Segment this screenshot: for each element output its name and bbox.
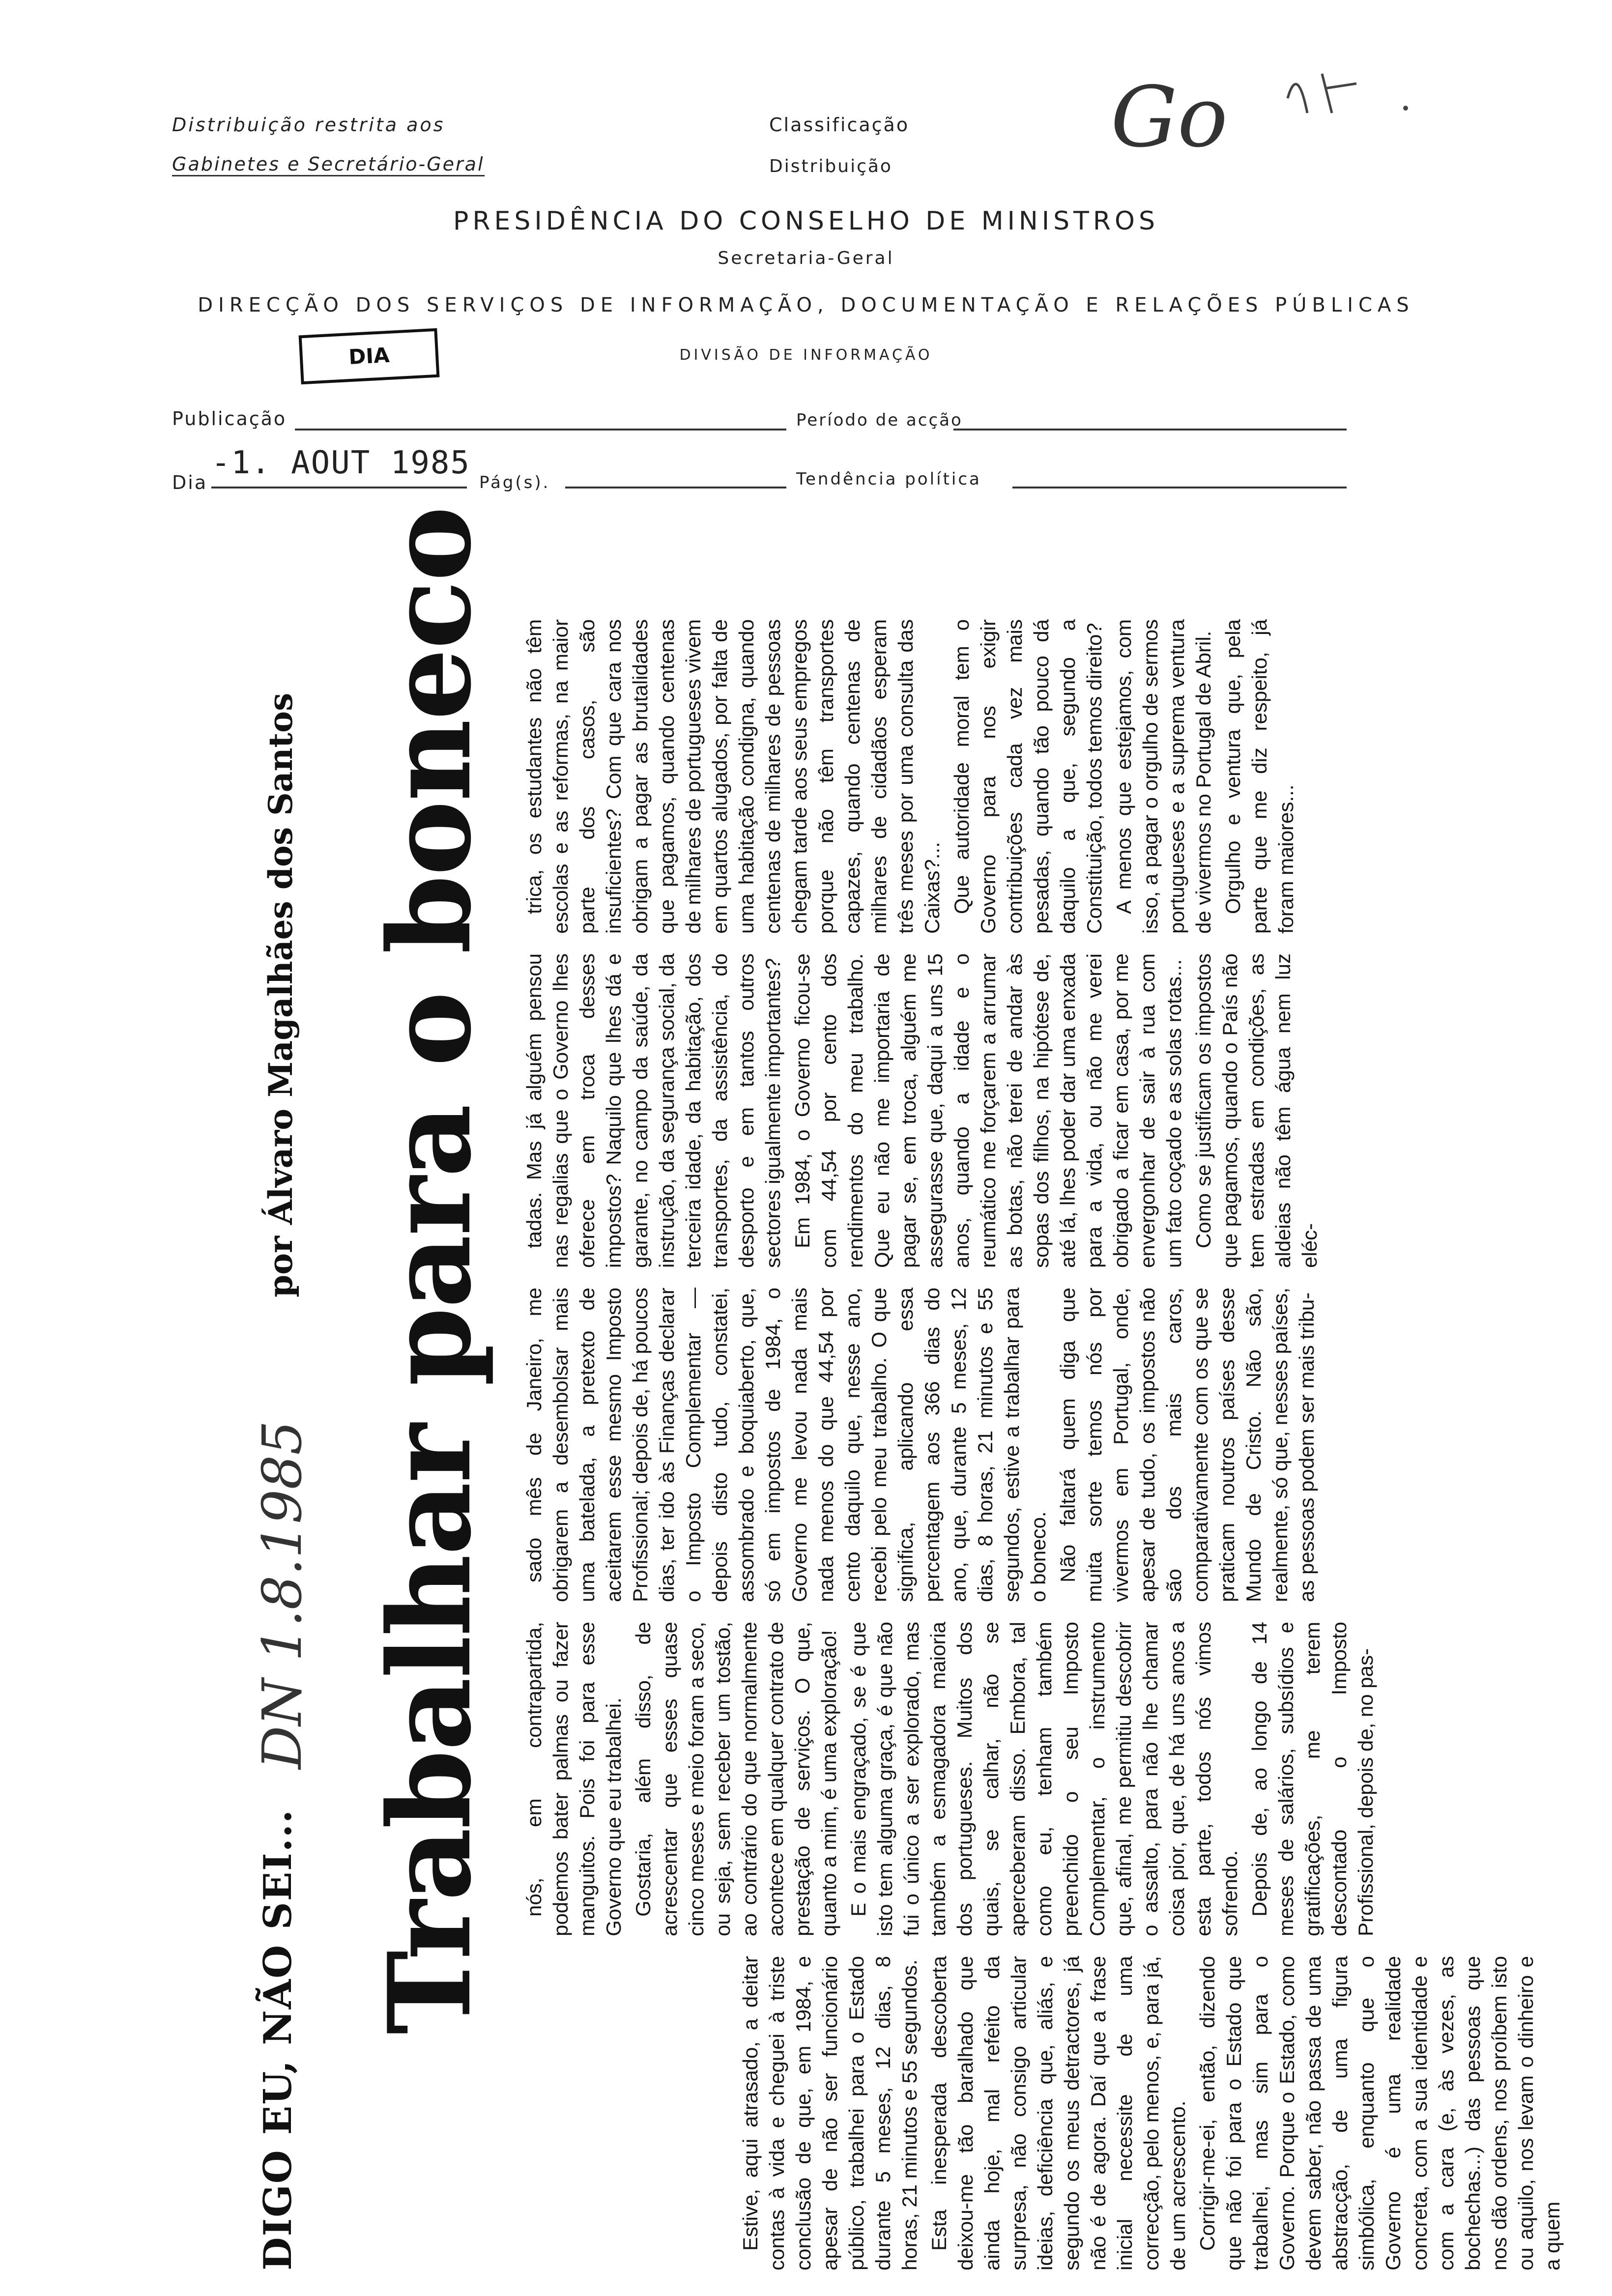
- distribution-note-line-1: Distribuição restrita aos: [172, 114, 445, 136]
- paragraph: E o mais engraçado, se é que isto tem alguma graça, é que não fui o único a ser explorado, mas também a esmagadora maioria dos portugueses. Muitos dos quais, se calhar, não se aperceberam disso. Embora, tal como eu, tenham também preenchido o seu Imposto Complementar, o instrumento que, afinal, me permitiu descobrir o assalto, para não lhe chamar coisa pior, que, de há uns anos a esta parte, todos nós vimos sofrendo.: [847, 1622, 1241, 1936]
- period-label: Período de acção: [796, 410, 963, 430]
- pages-label: Pág(s).: [479, 473, 550, 492]
- dia-stamp: DIA: [299, 328, 440, 385]
- pages-field-line: [565, 487, 786, 488]
- paragraph: A menos que estejamos, com isso, a pagar o orgulho de sermos portugueses e a suprema ventura de vivermos no Portugal de Abril.: [1112, 619, 1215, 934]
- article-byline: por Álvaro Magalhães dos Santos: [261, 692, 300, 1297]
- ministry-title: PRESIDÊNCIA DO CONSELHO DE MINISTROS: [453, 206, 1159, 236]
- article-column-2: [521, 1622, 1382, 1936]
- period-field-line: [953, 429, 1347, 430]
- article-column-3: [521, 1288, 1323, 1602]
- date-label: Dia: [172, 472, 208, 493]
- secretariat-title: Secretaria-Geral: [718, 248, 894, 268]
- handwritten-date-annotation: DN 1.8.1985: [251, 1420, 314, 1769]
- publication-field-line: [295, 429, 786, 430]
- paragraph: Não faltará quem diga que muita sorte temos nós por vivermos em Portugal, onde, apesar de tudo, os impostos não são dos mais caros, comparativamente com os que se praticam noutros países desse Mundo de Cristo. Não são, realmente, só que, nesses países, as pessoas podem ser mais tribu-: [1056, 1288, 1318, 1602]
- paragraph: Orgulho e ventura que, pela parte que me diz respeito, já foram maiores...: [1221, 619, 1297, 934]
- paragraph: Em 1984, o Governo ficou-se com 44,54 por cento dos rendimentos do meu trabalho. Que eu não me importaria de pagar se, em troca, alguém me assegurasse que, daqui a uns 15 anos, quando a idade e o reumático me forçarem a arrumar as botas, não terei de andar às sopas dos filhos, na hipótese de, até lá, lhes poder dar uma enxada para a vida, ou não me verei obrigado a ficar em casa, por me envergonhar de sair à rua com um fato coçado e as solas rotas...: [791, 953, 1185, 1268]
- paragraph: Depois de, ao longo de 14 meses de salários, subsídios e gratificações, me terem descontado o Imposto Profissional, depois de, no pas-: [1248, 1622, 1377, 1936]
- paragraph: tadas. Mas já alguém pensou nas regalias que o Governo lhes oferece em troca desses impostos? Naquilo que lhes dá e garante, no campo da saúde, da instrução, da segurança social, da terceira idade, da habitação, dos transportes, da assistência, do desporto e em tantos outros sectores igualmente importantes?: [522, 953, 784, 1268]
- paragraph: nós, em contrapartida, podemos bater palmas ou fazer manguitos. Pois foi para esse Governo que eu trabalhei.: [522, 1622, 625, 1936]
- distribution-label: Distribuição: [769, 156, 892, 176]
- classification-label: Classificação: [769, 114, 910, 136]
- article-column-4: [521, 953, 1326, 1268]
- publication-label: Publicação: [172, 408, 287, 430]
- article-column-1: [737, 1956, 1569, 2270]
- handwritten-initials: Go: [1111, 69, 1228, 166]
- paragraph: Como se justificam os impostos que pagamos, quando o País não tem estradas em condições, as aldeias não têm água nem luz eléc-: [1192, 953, 1321, 1268]
- article-kicker: DIGO EU, NÃO SEI...: [256, 1808, 300, 2270]
- paragraph: trica, os estudantes não têm escolas e as reformas, na maior parte dos casos, são insuficientes? Com que cara nos obrigam a pagar as brutalidades que pagamos, quando centenas de milhares de portugueses vivem em quartos alugados, por falta de uma habitação condigna, quando centenas de milhares de pessoas chegam tarde aos seus empregos porque não têm transportes capazes, quando centenas de milhares de cidadãos esperam três meses por uma consulta das Caixas?...: [522, 619, 944, 934]
- paragraph: Esta inesperada descoberta deixou-me tão baralhado que ainda hoje, mal refeito da surpresa, não consigo articular ideias, deficiência que, aliás, e segundo os meus detractores, já não é de agora. Daí que a frase inicial necessite de uma correcção, pelo menos, e, para já, de um acrescento.: [927, 1956, 1189, 2270]
- distribution-note-line-2: Gabinetes e Secretário-Geral: [172, 153, 485, 176]
- handwritten-marks: [1278, 54, 1440, 128]
- paragraph: Que autoridade moral tem o Governo para nos exigir contribuições cada vez mais pesadas, quando tão pouco dá daquilo a que, segundo a Constituição, todos temos direito?: [950, 619, 1106, 934]
- paragraph: Corrigir-me-ei, então, dizendo que não foi para o Estado que trabalhei, mas sim para o Governo. Porque o Estado, como devem saber, não passa de uma abstracção, de uma figura simbólica, enquanto que o Governo é uma realidade concreta, com a sua identidade e com a cara (e, às vezes, as bochechas...) das pessoas que nos dão ordens, nos proíbem isto ou aquilo, nos levam o dinheiro e a quem: [1196, 1956, 1564, 2270]
- paragraph: sado mês de Janeiro, me obrigarem a desembolsar mais uma batelada, a pretexto de aceitarem esse mesmo Imposto Profissional; depois de, há poucos dias, ter ido às Finanças declarar o Imposto Complementar — depois disto tudo, constatei, assombrado e boquiaberto, que, só em impostos de 1984, o Governo me levou nada mais nada menos do que 44,54 por cento daquilo que, nesse ano, recebi pelo meu trabalho. O que significa, aplicando essa percentagem aos 366 dias do ano, que, durante 5 meses, 12 dias, 8 horas, 21 minutos e 55 segundos, estive a trabalhar para o boneco.: [522, 1288, 1050, 1602]
- paragraph: Gostaria, além disso, de acrescentar que esses quase cinco meses e meio foram a seco, ou seja, sem receber um tostão, ao contrário do que normalmente acontece em qualquer contrato de prestação de serviços. O que, quanto a mim, é uma exploração!: [632, 1622, 840, 1936]
- article-headline: Trabalhar para o boneco: [364, 507, 496, 2035]
- date-stamp-value: -1. AOUT 1985: [211, 445, 470, 481]
- tendency-label: Tendência política: [796, 469, 981, 489]
- date-field-line: [211, 487, 467, 488]
- paragraph: Estive, aqui atrasado, a deitar contas à vida e cheguei à triste conclusão de que, em 1984, e apesar de não ser funcionário público, trabalhei para o Estado durante 5 meses, 12 dias, 8 horas, 21 minutos e 55 segundos.: [739, 1956, 921, 2270]
- article-column-5: [521, 619, 1302, 934]
- directorate-title: DIRECÇÃO DOS SERVIÇOS DE INFORMAÇÃO, DOCUMENTAÇÃO E RELAÇÕES PÚBLICAS: [198, 294, 1414, 316]
- division-title: DIVISÃO DE INFORMAÇÃO: [679, 346, 933, 364]
- newspaper-clipping: [251, 507, 1564, 2270]
- tendency-field-line: [1012, 487, 1347, 488]
